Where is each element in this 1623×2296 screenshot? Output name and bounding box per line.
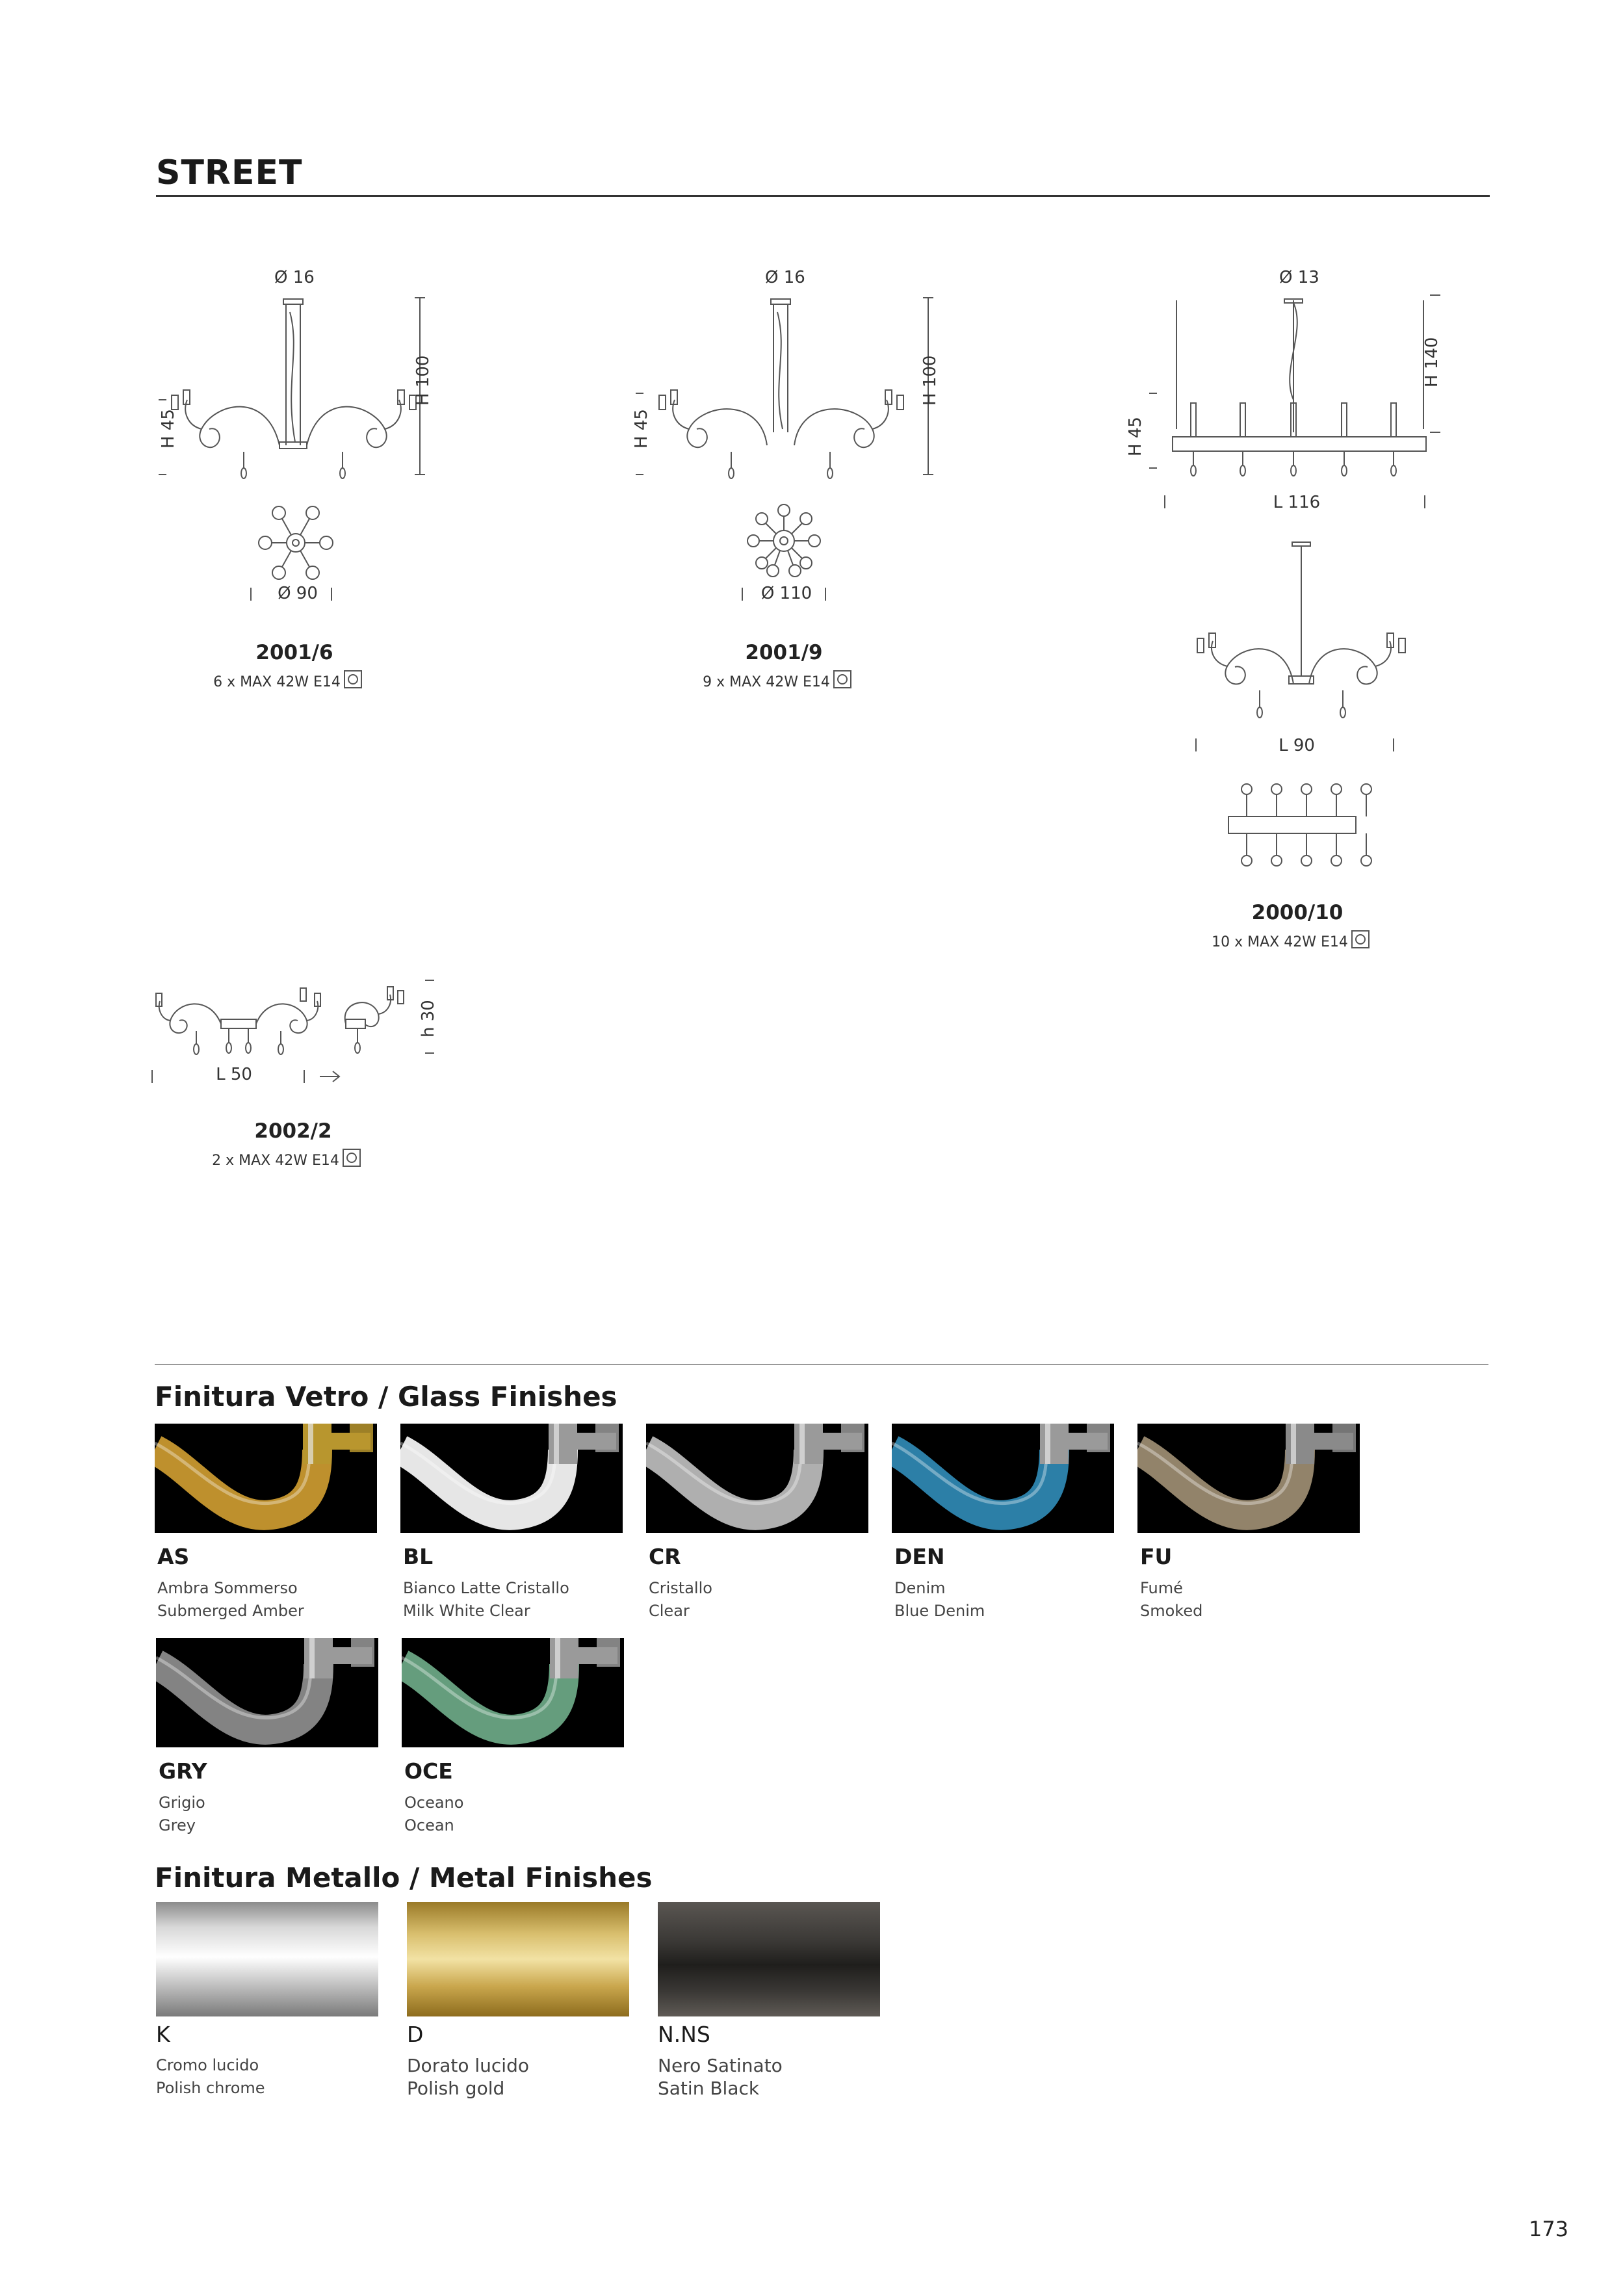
page-title: STREET <box>156 153 303 192</box>
finish-name: Grigio Grey <box>159 1794 205 1834</box>
glass-arm-image <box>400 1424 623 1533</box>
glass-arm-image <box>892 1424 1114 1533</box>
chandelier-top-view-drawing <box>732 489 836 593</box>
body-height-label: H 45 <box>1126 417 1145 456</box>
finish-name: Bianco Latte Cristallo Milk White Clear <box>403 1579 569 1620</box>
arrow-right-icon <box>318 1069 344 1084</box>
finish-name: Dorato lucido Polish gold <box>407 2055 529 2099</box>
wall-lamp-drawing <box>151 975 443 1073</box>
finish-code: DEN <box>894 1544 945 1569</box>
glass-arm-image <box>1137 1424 1360 1533</box>
glass-arm-image <box>156 1638 378 1747</box>
metal-swatch <box>658 1902 880 2016</box>
page-number: 173 <box>1529 2217 1569 2241</box>
glass-finishes-heading: Finitura Vetro / Glass Finishes <box>155 1381 617 1413</box>
chandelier-side-drawing <box>162 286 435 494</box>
finish-code: N.NS <box>658 2022 710 2047</box>
total-height-label: H 100 <box>413 355 433 406</box>
finish-code: CR <box>649 1544 681 1569</box>
glass-swatch <box>155 1424 377 1533</box>
dimmable-icon <box>1351 930 1370 949</box>
section-divider <box>155 1364 1488 1365</box>
title-rule <box>156 195 1490 197</box>
glass-arm-image <box>646 1424 868 1533</box>
dimension-ticks <box>1163 494 1436 510</box>
length-label: L 116 <box>1273 493 1321 512</box>
glass-swatch <box>1137 1424 1360 1533</box>
product-spec: 10 x MAX 42W E14 <box>1193 930 1388 950</box>
glass-swatch <box>402 1638 624 1747</box>
body-height-label: H 45 <box>159 409 178 449</box>
finish-code: FU <box>1140 1544 1173 1569</box>
total-height-label: H 100 <box>920 355 940 406</box>
dimension-ticks <box>1195 737 1409 753</box>
suspension-front-drawing <box>1195 540 1409 728</box>
chandelier-side-drawing <box>650 286 929 494</box>
glass-arm-image <box>155 1424 377 1533</box>
finish-name: Cristallo Clear <box>649 1579 712 1620</box>
dimmable-icon <box>833 670 852 689</box>
dimmable-icon <box>342 1148 361 1168</box>
suspension-top-view-drawing <box>1215 780 1371 871</box>
top-diameter-label: Ø 13 <box>1279 268 1319 287</box>
finish-name: Denim Blue Denim <box>894 1579 985 1620</box>
finish-name: Ambra Sommerso Submerged Amber <box>157 1579 304 1620</box>
metal-finishes-heading: Finitura Metallo / Metal Finishes <box>155 1862 653 1894</box>
body-height-label: H 45 <box>632 409 651 449</box>
width-label: L 90 <box>1279 736 1315 755</box>
top-diameter-label: Ø 16 <box>765 268 805 287</box>
metal-swatch <box>156 1902 378 2016</box>
glass-arm-image <box>402 1638 624 1747</box>
finish-name: Cromo lucido Polish chrome <box>156 2056 265 2097</box>
top-diameter-label: Ø 16 <box>274 268 315 287</box>
chandelier-top-view-drawing <box>247 494 344 592</box>
dimension-ticks <box>250 586 347 602</box>
suspension-side-drawing <box>1163 293 1436 488</box>
product-spec: 2 x MAX 42W E14 <box>189 1148 384 1169</box>
finish-code: GRY <box>159 1758 207 1784</box>
product-spec: 9 x MAX 42W E14 <box>680 670 875 690</box>
glass-swatch <box>892 1424 1114 1533</box>
glass-swatch <box>646 1424 868 1533</box>
glass-swatch <box>156 1638 378 1747</box>
glass-swatch <box>400 1424 623 1533</box>
finish-code: AS <box>157 1544 190 1569</box>
product-code: 2002/2 <box>254 1119 332 1143</box>
dimension-ticks <box>741 586 832 602</box>
dimmable-icon <box>343 670 363 689</box>
product-spec: 6 x MAX 42W E14 <box>190 670 385 690</box>
finish-code: D <box>407 2022 424 2047</box>
finish-name: Fumé Smoked <box>1140 1579 1203 1620</box>
finish-name: Oceano Ocean <box>404 1794 464 1834</box>
product-code: 2001/6 <box>255 641 333 664</box>
length-label: L 50 <box>216 1065 252 1084</box>
spread-diameter-label: Ø 90 <box>278 584 318 603</box>
finish-code: K <box>156 2022 170 2047</box>
total-height-label: H 140 <box>1422 337 1442 387</box>
height-label: h 30 <box>419 1000 438 1037</box>
product-code: 2000/10 <box>1251 901 1344 924</box>
metal-swatch <box>407 1902 629 2016</box>
finish-code: OCE <box>404 1758 453 1784</box>
finish-code: BL <box>403 1544 434 1569</box>
spread-diameter-label: Ø 110 <box>760 584 812 603</box>
product-code: 2001/9 <box>745 641 823 664</box>
finish-name: Nero Satinato Satin Black <box>658 2055 783 2099</box>
